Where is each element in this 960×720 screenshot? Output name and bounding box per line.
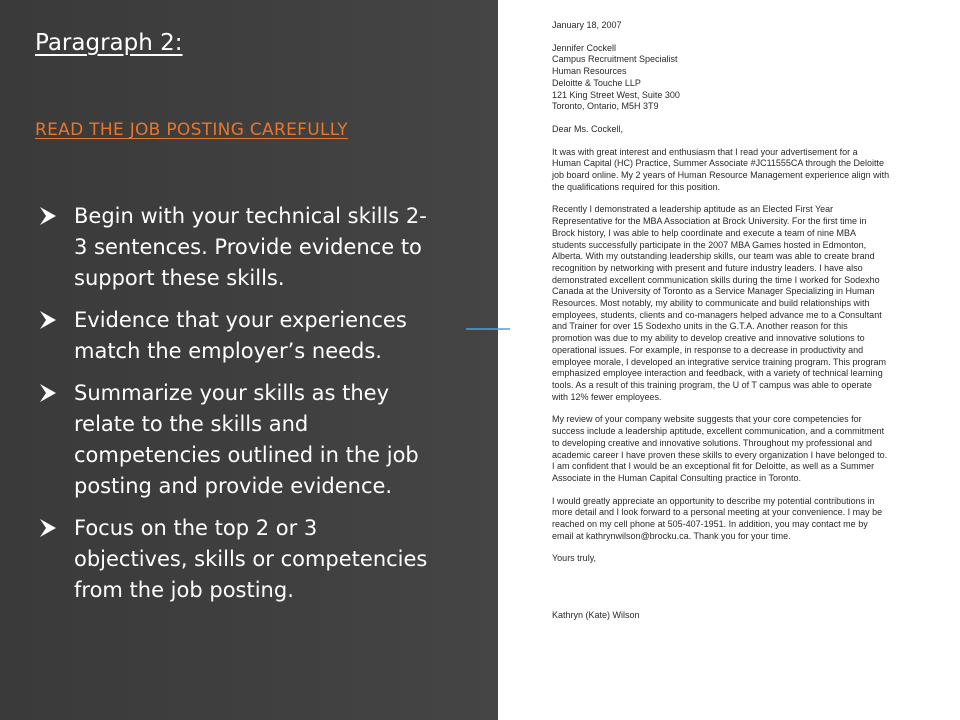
cover-letter-image bbox=[510, 10, 955, 710]
letter-line: Human Capital (HC) Practice, Summer Associate #JC11555CA through the Deloitte bbox=[552, 158, 884, 169]
bullet-item bbox=[36, 305, 486, 367]
letter-line: recognition by networking with present and future industry leaders. I have also bbox=[552, 262, 863, 273]
letter-line: employees, students, clients and co-managers helped advance me to a Consultant bbox=[552, 309, 882, 320]
letter-line: operational issues. For example, in response to a decrease in productivity and bbox=[552, 344, 864, 355]
bullet-line: support these skills. bbox=[74, 266, 285, 290]
letter-paragraph bbox=[552, 496, 952, 543]
arrowhead-bullet-icon bbox=[38, 206, 58, 226]
letter-signature: Kathryn (Kate) Wilson bbox=[552, 610, 640, 621]
letter-line: success include a leadership aptitude, excellent communication, and a commitment bbox=[552, 426, 885, 437]
bullet-line: Summarize your skills as they bbox=[74, 381, 389, 405]
letter-line: to developing creative and innovative solutions. Throughout my professional and bbox=[552, 437, 873, 448]
letter-line: My review of your company website suggests that your core competencies for bbox=[552, 414, 862, 425]
bullet-line: 3 sentences. Provide evidence to bbox=[74, 235, 422, 259]
bullet-line: from the job posting. bbox=[74, 578, 294, 602]
letter-paragraph bbox=[552, 147, 952, 194]
arrowhead-bullet-icon bbox=[38, 383, 58, 403]
letter-line: email at kathrynwilson@brocku.ca. Thank you for your time. bbox=[552, 530, 791, 541]
bullet-line: competencies outlined in the job bbox=[74, 443, 419, 467]
arrowhead-bullet-icon bbox=[38, 518, 58, 538]
letter-line: the qualifications required for this position. bbox=[552, 181, 721, 192]
letter-line: employee morale, I developed an integrative service training program. This program bbox=[552, 356, 887, 367]
bullet-item bbox=[36, 201, 486, 294]
bullet-line: posting and provide evidence. bbox=[74, 474, 393, 498]
letter-line: reached on my cell phone at 505-407-1951. In addition, you may contact me by bbox=[552, 519, 868, 530]
bullet-item bbox=[36, 513, 486, 606]
recipient-line: Deloitte & Touche LLP bbox=[552, 77, 641, 88]
letter-line: tools. As a result of this training program, the U of T campus was able to operate bbox=[552, 379, 872, 390]
bullet-line: Evidence that your experiences bbox=[74, 308, 407, 332]
letter-line: Canada at the University of Toronto as a Service Manager Specializing in Human bbox=[552, 286, 875, 297]
letter-recipient bbox=[552, 43, 952, 113]
cover-letter bbox=[552, 20, 952, 633]
letter-line: It was with great interest and enthusiasm that I read your advertisement for a bbox=[552, 146, 858, 157]
letter-line: Brock history, I was able to help coordinate and execute a team of nine MBA bbox=[552, 227, 857, 238]
letter-line: Associate in the Human Capital Consulting practice in Toronto. bbox=[552, 472, 801, 483]
letter-line: demonstrated excellent communication skills during the time I worked for Sodexho bbox=[552, 274, 880, 285]
bullet-line: match the employer’s needs. bbox=[74, 339, 382, 363]
recipient-line: Jennifer Cockell bbox=[552, 42, 617, 53]
letter-line: with 12% fewer employees. bbox=[552, 391, 662, 402]
bullet-item bbox=[36, 378, 486, 502]
letter-line: I am confident that I would be an exceptional fit for Deloitte, as well as a Summer bbox=[552, 461, 875, 472]
slide-subtitle: READ THE JOB POSTING CAREFULLY bbox=[35, 120, 348, 140]
slide-title: Paragraph 2: bbox=[35, 30, 183, 56]
letter-line: academic career I have proven these skills to every organization I have belonged to. bbox=[552, 449, 888, 460]
letter-closing: Yours truly, bbox=[552, 553, 597, 564]
letter-salutation: Dear Ms. Cockell, bbox=[552, 123, 624, 134]
bullet-line: Focus on the top 2 or 3 bbox=[74, 516, 318, 540]
letter-date: January 18, 2007 bbox=[552, 20, 622, 30]
letter-line: and Trainer for over 15 Sodexho units in the G.T.A. Another reason for this bbox=[552, 321, 848, 332]
letter-line: emphasized employee interaction and feedback, with a variety of technical learning bbox=[552, 368, 883, 379]
arrowhead-bullet-icon bbox=[38, 310, 58, 330]
letter-paragraph bbox=[552, 414, 952, 484]
bullet-line: objectives, skills or competencies bbox=[74, 547, 428, 571]
recipient-line: Campus Recruitment Specialist bbox=[552, 54, 678, 65]
bullet-line: relate to the skills and bbox=[74, 412, 309, 436]
letter-line: I would greatly appreciate an opportunity to describe my potential contributions in bbox=[552, 495, 875, 506]
letter-paragraph bbox=[552, 204, 952, 403]
letter-line: Recently I demonstrated a leadership aptitude as an Elected First Year bbox=[552, 204, 834, 215]
letter-line: more detail and I look forward to a personal meeting at your convenience. I may be bbox=[552, 507, 883, 518]
letter-line: students successfully participate in the 2007 MBA Games hosted in Edmonton, bbox=[552, 239, 867, 250]
recipient-line: Human Resources bbox=[552, 66, 627, 77]
recipient-line: Toronto, Ontario, M5H 3T9 bbox=[552, 101, 659, 112]
letter-line: promotion was due to my ability to develop creative and innovative solutions to bbox=[552, 333, 865, 344]
letter-line: job board online. My 2 years of Human Resource Management experience align with bbox=[552, 170, 890, 181]
recipient-line: 121 King Street West, Suite 300 bbox=[552, 89, 680, 100]
letter-line: Alberta. With my outstanding leadership skills, our team was able to create brand bbox=[552, 251, 875, 262]
letter-line: Representative for the MBA Association at Brock University. For the first time in bbox=[552, 216, 867, 227]
letter-line: Resources. Most notably, my ability to communicate and build relationships with bbox=[552, 298, 870, 309]
bullet-list bbox=[36, 201, 486, 617]
bullet-line: Begin with your technical skills 2- bbox=[74, 204, 427, 228]
